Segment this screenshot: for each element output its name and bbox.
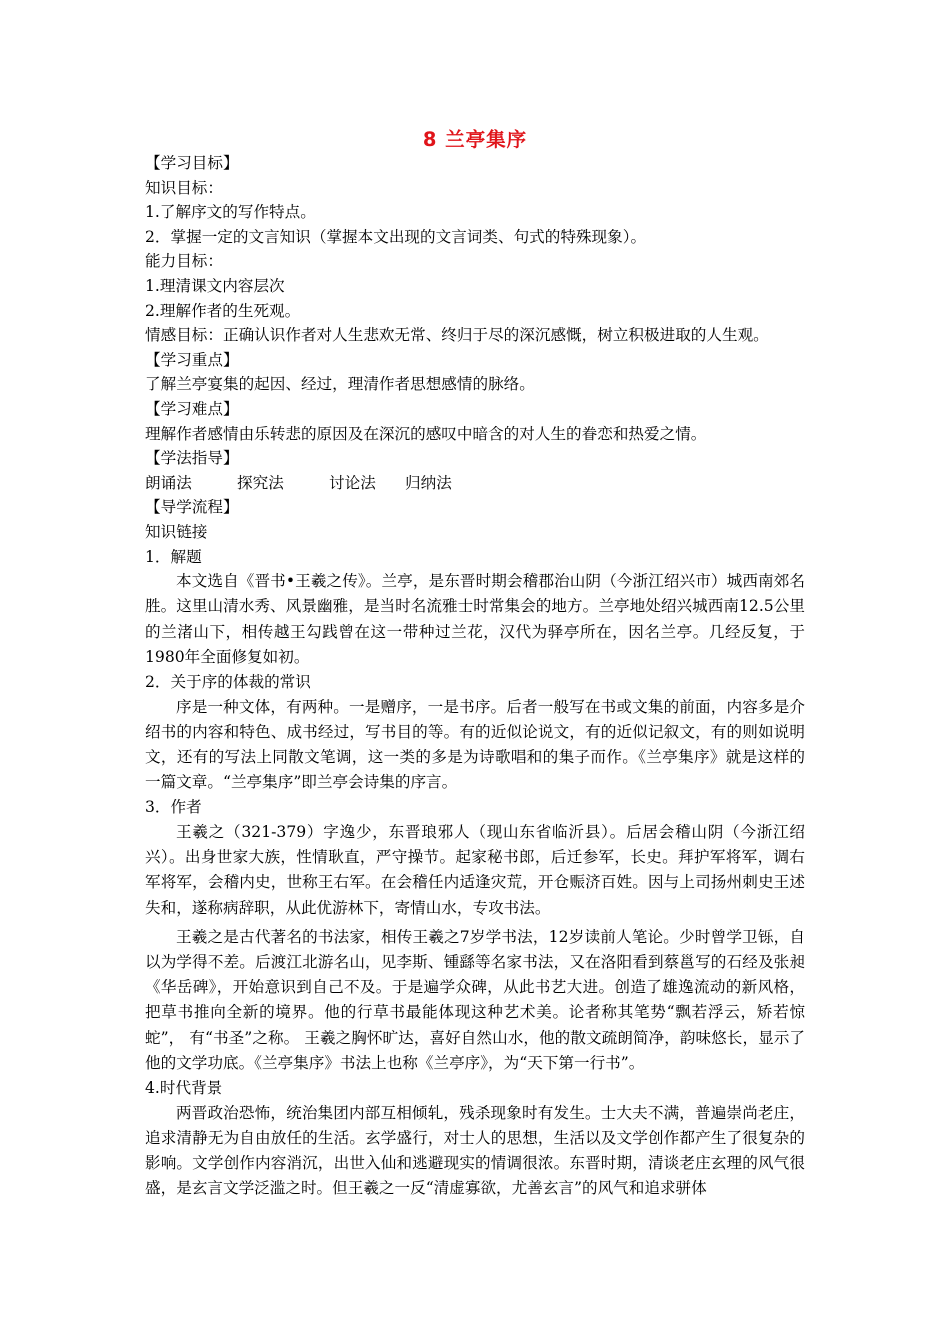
section-paragraph: 王羲之是古代著名的书法家，相传王羲之7岁学书法，12岁读前人笔论。少时曾学卫铄，自以为学得不差。后渡江北游名山，见李斯、锺繇等名家书法，又在洛阳看到蔡邕写的石经及张昶《华岳碑》，开始意识到自己不及。于是遍学众碑，从此书艺大进。创造了雄逸流动的新风格，把草书推向全新的境界。他的行草书最能体现这种艺术美。论者称其笔势“飘若浮云，矫若惊蛇”， 有“书圣”之称。 王羲之胸怀旷达，喜好自然山水，他的散文疏朗简净，韵味悠长，显示了他的文学功底。《兰亭集序》书法上也称《兰亭序》，为“天下第一行书”。 — [145, 927, 805, 1072]
objectives-header: 【学习目标】 — [145, 154, 239, 172]
section-heading: 4.时代背景 — [145, 1078, 223, 1097]
section-paragraph: 序是一种文体，有两种。一是赠序，一是书序。后者一般写在书或文集的前面，内容多是介绍书的内容和特色、成书经过，写书目的等。有的近似论说文，有的近似记叙文，有的则如说明文，还有的写法上同散文笔调，这一类的多是为诗歌唱和的集子而作。《兰亭集序》就是这样的一篇文章。“兰亭集序”即兰亭会诗集的序言。 — [145, 697, 805, 792]
knowledge-link-header: 知识链接 — [145, 522, 208, 541]
knowledge-item: 1.了解序文的写作特点。 — [145, 203, 316, 222]
section-paragraph: 本文选自《晋书•王羲之传》。兰亭，是东晋时期会稽郡治山阴（今浙江绍兴市）城西南郊名胜。这里山清水秀、风景幽雅，是当时名流雅士时常集会的地方。兰亭地处绍兴城西南12.5公里的兰渚山下，相传越王勾践曾在这一带种过兰花，汉代为驿亭所在，因名兰亭。几经反复，于1980年全面修复如初。 — [145, 572, 805, 666]
method-item: 归纳法 — [405, 473, 452, 492]
ability-item: 2.理解作者的生死观。 — [145, 301, 301, 320]
section-paragraph: 两晋政治恐怖，统治集团内部互相倾轧，残杀现象时有发生。士大夫不满，普遍崇尚老庄，追求清静无为自由放任的生活。玄学盛行，对士人的思想，生活以及文学创作都产生了很复杂的影响。文学创作内容消沉，出世入仙和逃避现实的情调很浓。东晋时期，清谈老庄玄理的风气很盛，是玄言文学泛滥之时。但王羲之一反“清虚寡欲，尤善玄言”的风气和追求骈体 — [145, 1103, 805, 1198]
difficulty-text: 理解作者感情由乐转悲的原因及在深沉的感叹中暗含的对人生的眷恋和热爱之情。 — [145, 424, 707, 443]
section-heading: 3．作者 — [145, 798, 202, 817]
method-item: 朗诵法 — [145, 473, 192, 492]
knowledge-goal-label: 知识目标： — [145, 178, 223, 197]
key-points-text: 了解兰亭宴集的起因、经过，理清作者思想感情的脉络。 — [145, 375, 535, 394]
section-paragraph: 王羲之（321-379）字逸少，东晋琅邪人（现山东省临沂县）。后居会稽山阴（今浙江绍兴）。出身世家大族，性情耿直，严守操节。起家秘书郎，后迁参军，长史。拜护军将军，调右军将军，会稽内史，世称王右军。在会稽任内适逢灾荒，开仓赈济百姓。因与上司扬州刺史王述失和，遂称病辞职，从此优游林下，寄情山水，专攻书法。 — [145, 822, 805, 917]
ability-goal-label: 能力目标： — [145, 252, 223, 271]
method-item: 讨论法 — [329, 473, 376, 492]
difficulty-header: 【学习难点】 — [145, 399, 239, 418]
emotion-goal: 情感目标：正确认识作者对人生悲欢无常、终归于尽的深沉感慨，树立积极进取的人生观。 — [145, 326, 769, 345]
method-item: 探究法 — [237, 473, 284, 492]
section-heading: 1．解题 — [145, 547, 202, 566]
method-header: 【学法指导】 — [145, 449, 239, 468]
ability-item: 1.理清课文内容层次 — [145, 276, 285, 295]
key-points-header: 【学习重点】 — [145, 350, 239, 369]
document-body — [145, 151, 805, 1201]
knowledge-item: 2．掌握一定的文言知识（掌握本文出现的文言词类、句式的特殊现象）。 — [145, 227, 647, 246]
page-title: 8 兰亭集序 — [422, 128, 528, 151]
method-list — [145, 471, 805, 496]
process-header: 【导学流程】 — [145, 498, 239, 517]
section-heading: 2．关于序的体裁的常识 — [145, 672, 311, 691]
